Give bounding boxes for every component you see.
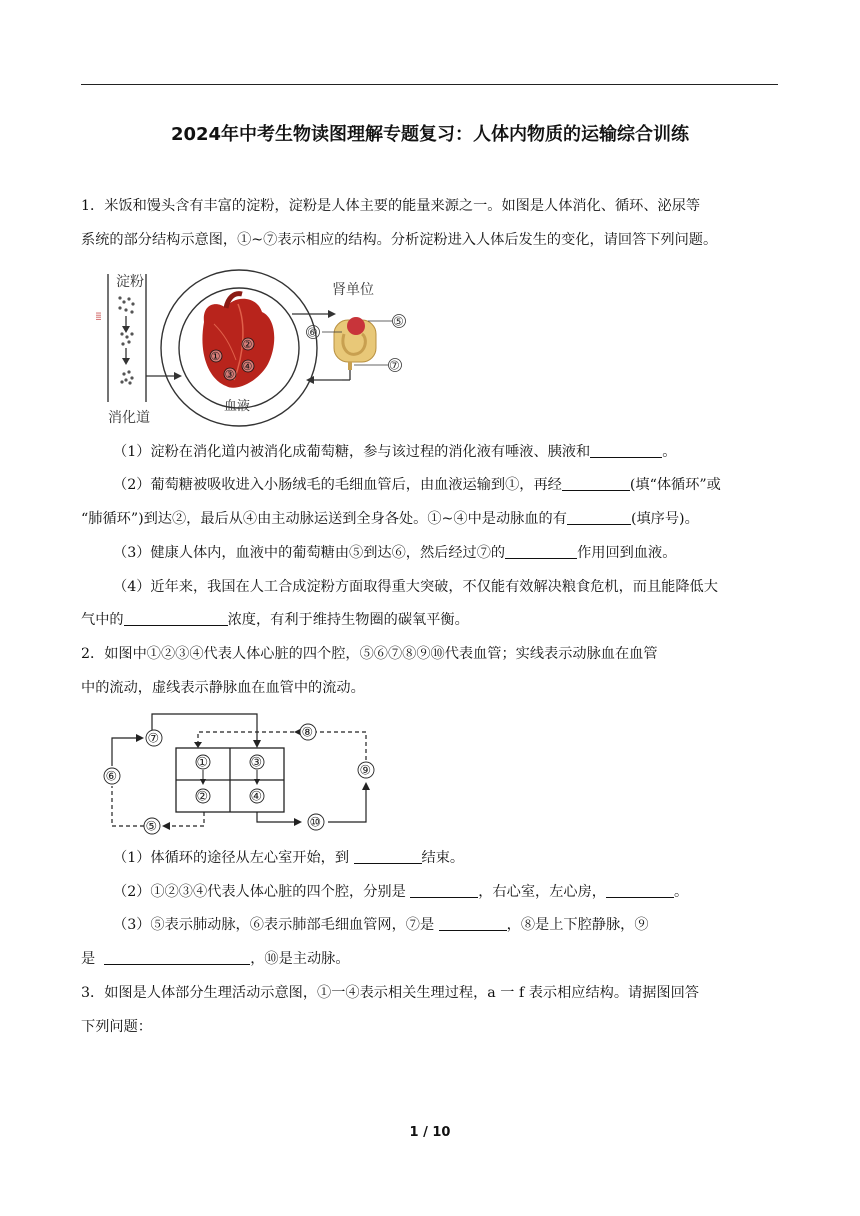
mark-5: ⑤ — [393, 314, 404, 329]
q2-part2-text-c: 。 — [674, 884, 689, 900]
page-number: 1 / 10 — [409, 1125, 451, 1140]
q1-figure — [86, 264, 426, 428]
q1-part2-text-c: “肺循环”)到达②，最后从④由主动脉运送到全身各处。①~④中是动脉血的有 — [81, 511, 567, 527]
nephron-label: 肾单位 — [332, 282, 374, 298]
q2-part3-text-b: ，⑧是上下腔静脉，⑨ — [506, 917, 649, 933]
q2-part1-text-a: （1）体循环的途径从左心室开始，到 — [113, 850, 350, 866]
q2-answer-3a[interactable] — [439, 916, 507, 931]
page-title: 2024年中考生物读图理解专题复习：人体内物质的运输综合训练 — [170, 124, 690, 145]
vessel-7: ⑦ — [147, 731, 160, 747]
digestive-tract-label: 消化道 — [108, 410, 150, 426]
q2-answer-3b[interactable] — [104, 950, 250, 965]
vessel-8: ⑧ — [301, 725, 314, 741]
q1-part2-line1 — [113, 475, 721, 495]
heart-mark-2: ② — [242, 338, 253, 351]
q2-part3-line1 — [113, 915, 649, 935]
heart-mark-1: ① — [210, 350, 221, 363]
q3-stem-line1: 3．如图是人体部分生理活动示意图，①一④表示相关生理过程，a 一 f 表示相应结构。请据图回答 — [81, 985, 699, 1001]
q2-part2-text-b: ，右心室，左心房， — [478, 884, 606, 900]
heart-mark-4: ④ — [242, 360, 253, 373]
q1-part1-text: （1）淀粉在消化道内被消化成葡萄糖，参与该过程的消化液有唾液、胰液和 — [113, 444, 591, 460]
q1-part3-text-a: （3）健康人体内，血液中的葡萄糖由⑤到达⑥，然后经过⑦的 — [113, 545, 506, 561]
q1-part3 — [113, 543, 676, 563]
q1-part4-line1: （4）近年来，我国在人工合成淀粉方面取得重大突破，不仅能有效解决粮食危机，而且能降低大 — [113, 579, 718, 595]
vessel-9: ⑨ — [359, 763, 372, 779]
q2-part1 — [113, 848, 464, 868]
vessel-6: ⑥ — [105, 769, 118, 785]
q1-answer-1[interactable] — [590, 443, 662, 458]
q1-part4-line2 — [81, 610, 469, 630]
chamber-1: ① — [196, 755, 209, 771]
q1-part1 — [113, 442, 676, 462]
q2-part3-line2 — [81, 949, 350, 969]
starch-label: 淀粉 — [116, 274, 144, 290]
q1-answer-3[interactable] — [505, 544, 577, 559]
q2-figure — [100, 708, 390, 838]
q2-part2 — [113, 882, 688, 902]
q2-part3-text-c: 是 — [81, 951, 96, 967]
q1-part2-text-b: (填“体循环”或 — [629, 477, 721, 493]
chamber-4: ④ — [250, 789, 263, 805]
q2-stem-line1: 2．如图中①②③④代表人体心脏的四个腔，⑤⑥⑦⑧⑨⑩代表血管；实线表示动脉血在血管 — [81, 646, 658, 662]
nephron-icon — [334, 317, 376, 370]
q1-answer-2a[interactable] — [562, 476, 630, 491]
q2-answer-1[interactable] — [354, 849, 422, 864]
top-rule — [81, 84, 778, 85]
heart-icon — [202, 294, 274, 388]
q2-answer-2b[interactable] — [606, 883, 674, 898]
q2-part1-text-b: 结束。 — [421, 850, 465, 866]
q1-answer-4[interactable] — [124, 611, 228, 626]
vessel-10: ⑩ — [309, 815, 322, 831]
q3-stem-line2: 下列问题： — [81, 1019, 152, 1035]
q1-part3-text-b: 作用回到血液。 — [577, 545, 677, 561]
q1-part1-end: 。 — [662, 444, 677, 460]
mark-7: ⑦ — [389, 358, 400, 373]
q1-part2-text-d: (填序号)。 — [630, 511, 699, 527]
q1-stem-line2: 系统的部分结构示意图，①~⑦表示相应的结构。分析淀粉进入人体后发生的变化，请回答下列问题。 — [81, 232, 718, 248]
heart-mark-3: ③ — [224, 368, 235, 381]
chamber-3: ③ — [250, 755, 263, 771]
q2-stem-line2: 中的流动，虚线表示静脉血在血管中的流动。 — [81, 680, 365, 696]
q1-part2-line2 — [81, 509, 699, 529]
q2-answer-2a[interactable] — [410, 883, 478, 898]
q2-part3-text-a: （3）⑤表示肺动脉，⑥表示肺部毛细血管网，⑦是 — [113, 917, 435, 933]
blood-label: 血液 — [224, 399, 251, 414]
starch-chain-icon — [118, 296, 134, 384]
q2-part2-text-a: （2）①②③④代表人体心脏的四个腔，分别是 — [113, 884, 406, 900]
side-mark: IIII — [94, 312, 102, 321]
vessel-5: ⑤ — [145, 819, 158, 835]
q1-part2-text-a: （2）葡萄糖被吸收进入小肠绒毛的毛细血管后，由血液运输到①，再经 — [113, 477, 562, 493]
chamber-2: ② — [196, 789, 209, 805]
q1-part4-text-c: 浓度，有利于维持生物圈的碳氧平衡。 — [227, 612, 469, 628]
q1-stem-line1: 1．米饭和馒头含有丰富的淀粉，淀粉是人体主要的能量来源之一。如图是人体消化、循环、泌尿等 — [81, 198, 701, 214]
q2-part3-text-d: ，⑩是主动脉。 — [250, 951, 350, 967]
q1-answer-2b[interactable] — [567, 510, 631, 525]
mark-6: ⑥ — [307, 325, 318, 340]
q1-part4-text-b: 气中的 — [81, 612, 124, 628]
